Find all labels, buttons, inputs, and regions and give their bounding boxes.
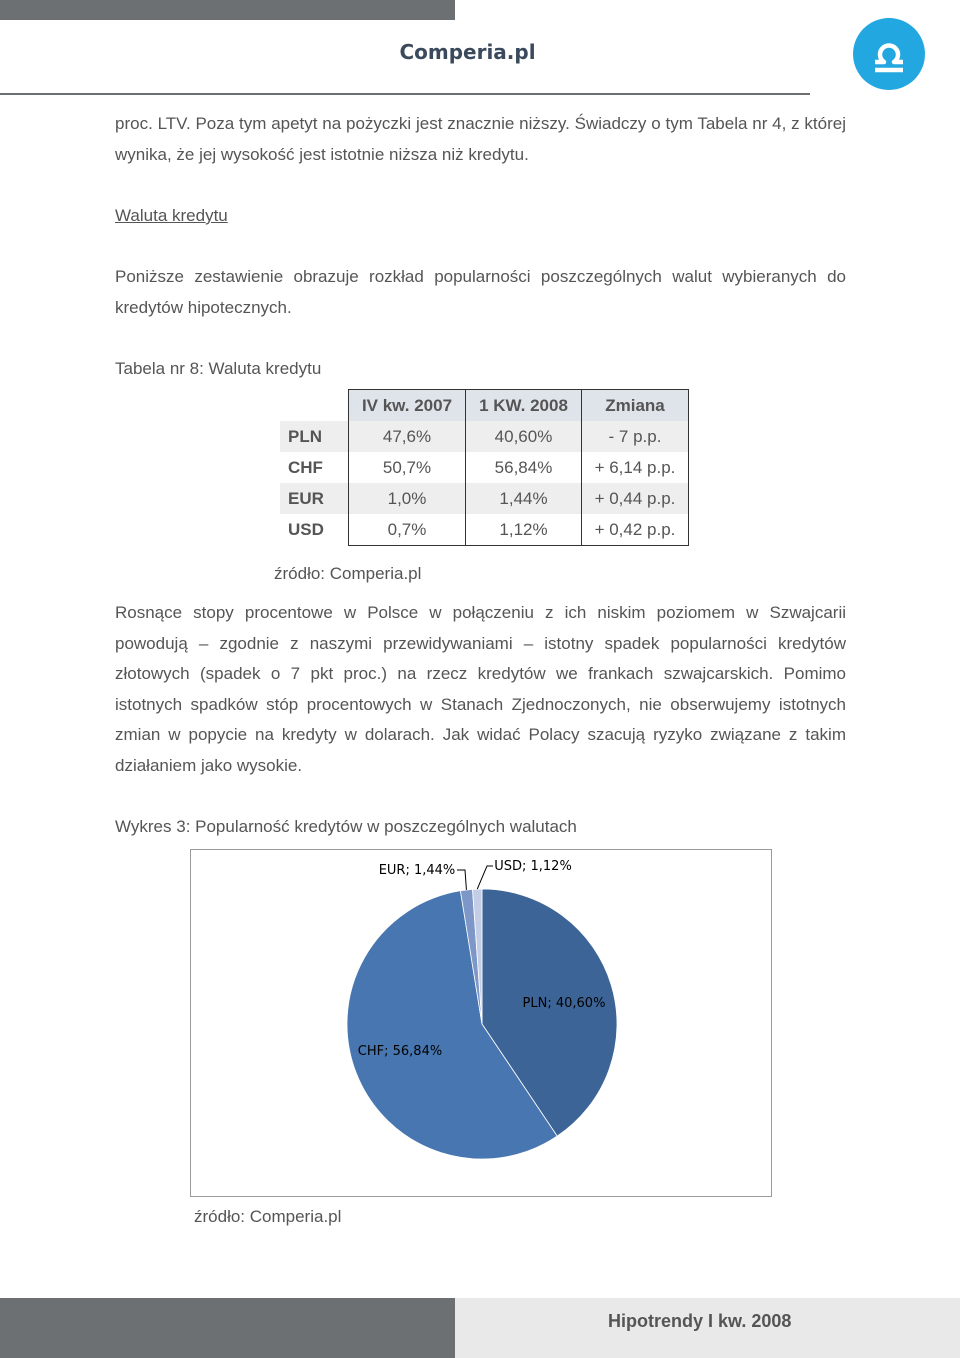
data-label: CHF; 56,84% — [357, 1044, 443, 1059]
data-label: EUR; 1,44% — [378, 863, 456, 878]
table-cell: + 0,44 p.p. — [582, 483, 689, 514]
table-cell: 1,12% — [466, 514, 582, 546]
data-label: USD; 1,12% — [494, 859, 572, 874]
table-row — [280, 421, 689, 452]
table-header-cell: 1 KW. 2008 — [466, 390, 582, 422]
table-row — [280, 452, 689, 483]
table-row — [280, 514, 689, 546]
chart-source: źródło: Comperia.pl — [194, 1207, 342, 1226]
row-label: CHF — [288, 457, 323, 477]
row-label: USD — [288, 519, 324, 539]
footer-bar — [0, 1298, 455, 1358]
libra-scales-icon — [853, 18, 925, 90]
table-cell: 0,7% — [349, 514, 466, 546]
footer-title: Hipotrendy I kw. 2008 — [608, 1311, 792, 1331]
table-cell: 56,84% — [466, 452, 582, 483]
header-bar — [0, 0, 455, 20]
intro-paragraph: proc. LTV. Poza tym apetyt na pożyczki jest znacznie niższy. Świadczy o tym Tabela nr 4, z której wynika, że jej wysokość jest istotnie niższa niż kredytu. — [115, 114, 846, 164]
table-cell: 40,60% — [466, 421, 582, 452]
table-header-cell: IV kw. 2007 — [349, 390, 466, 422]
chart-caption: Wykres 3: Popularność kredytów w poszczególnych walutach — [115, 817, 577, 836]
table-cell: - 7 p.p. — [582, 421, 689, 452]
currency-table — [280, 389, 689, 546]
leader-line — [477, 866, 493, 889]
table-cell: + 6,14 p.p. — [582, 452, 689, 483]
row-label: EUR — [280, 483, 349, 514]
table-cell: 1,0% — [349, 483, 466, 514]
table-cell: 50,7% — [349, 452, 466, 483]
pie-chart — [191, 850, 771, 1196]
section-heading: Waluta kredytu — [115, 206, 228, 225]
table-header-cell — [280, 390, 349, 422]
data-label: PLN; 40,60% — [522, 996, 606, 1011]
table-row — [280, 483, 689, 514]
table-caption: Tabela nr 8: Waluta kredytu — [115, 359, 322, 378]
row-label: PLN — [280, 421, 349, 452]
section-intro-paragraph: Poniższe zestawienie obrazuje rozkład popularności poszczególnych walut wybieranych do kredytów hipotecznych. — [115, 267, 846, 317]
leader-line — [457, 870, 466, 890]
analysis-paragraph: Rosnące stopy procentowe w Polsce w połączeniu z ich niskim poziomem w Szwajcarii powodują – zgodnie z naszymi przewidywaniami – istotny spadek popularności kredytów złotowych (spadek o 7 pkt proc.) na rzecz kredytów we frankach szwajcarskich. Pomimo istotnych spadków stóp procentowych w Stanach Zjednoczonych, nie obserwujemy istotnych zmian w popycie na kredyty w dolarach. Jak widać Polacy szacują ryzyko związane z takim działaniem jako wysokie. — [115, 603, 846, 775]
header-divider-left — [0, 93, 112, 95]
table-cell: 1,44% — [466, 483, 582, 514]
table-header-row — [280, 390, 689, 422]
brand-title: Comperia.pl — [399, 40, 536, 64]
header-divider — [112, 93, 810, 95]
table-source: źródło: Comperia.pl — [274, 564, 422, 583]
table-header-cell: Zmiana — [582, 390, 689, 422]
table-cell: 47,6% — [349, 421, 466, 452]
pie-chart-frame — [190, 849, 772, 1197]
table-cell: + 0,42 p.p. — [582, 514, 689, 546]
